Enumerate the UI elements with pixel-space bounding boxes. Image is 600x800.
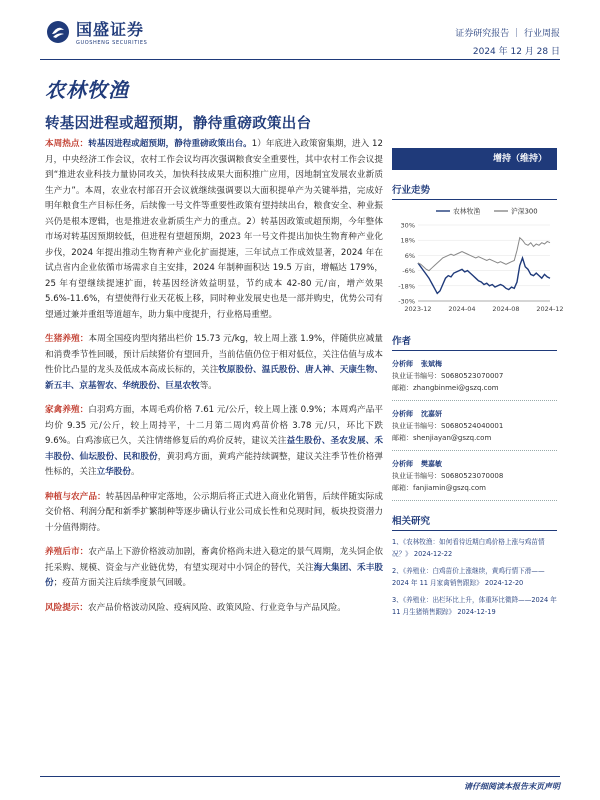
para-text: 农产品上下游价格波动加剧，畜禽价格尚未进入稳定的景气周期，龙头饲企依托采购、规模、资金与产业链优势，有望实现对中小饲企的替代，关注 (45, 547, 383, 573)
para-text: 1）年底进入政策窗集期，进入 12 月，中央经济工作会议，农村工作会议均再次强调粮食安全重要性，其中农村工作会议提到“推进农业科技力量协同攻关，加快科技成果大面积推广应用，因地制宜发展农业新质生产力”。本周，农业农村部召开会议就继续强调要以大面积提单产为关键举措，完成好明年粮食生产目标任务，后续像一号文件等重要性政策有望持续出台，粮食安全、种业振兴仍是根本逻辑，也是推进农业新质生产力的重点。2）转基因政策或超预期，今年整体市场对转基因预期较低，但进程有望超预期，2023 年一号文件提出加快生物育种产业化步伐，2024 年提出推动生物育种产业化扩面提速，三年试点工作成效显著，2024 年在试点省内企业依循市场需求自主安排，2024 年制种面积达 19.5 万亩，增幅达 179%，25 年有望继续提速扩面，转基因经济效益明显，节约成本 42-80 元/亩，增产效果 5.6%-11.6%，有望使得行业天花板上移，同时种业发展史也是一部并购史，优势公司有望通过兼并重组等道超车，助力集中度提升，行业格局重塑。 (45, 139, 383, 320)
cert-label: 执业证书编号： (392, 472, 441, 480)
para-text: 白羽鸡方面，本周毛鸡价格 7.61 元/公斤，较上周上涨 0.9%；本周鸡产品平均价 9.35 元/公斤，较上周持平，十二月第二周肉鸡苗价格 3.78 元/只，环比下跌 9.6%。白鸡渗底已久，关注情绪修复后的鸡价反转，建议关注 (45, 405, 383, 446)
para-lead: 本周热点： (45, 139, 89, 149)
analyst-email[interactable]: zhangbinmei@gszq.com (413, 384, 499, 392)
header-divider (40, 59, 560, 60)
para-poultry (45, 403, 383, 481)
analyst-email-row (392, 432, 557, 444)
logo-mark-icon (46, 20, 70, 44)
analyst-cert-row (392, 420, 557, 432)
analyst-cert-row (392, 370, 557, 382)
y-tick-label: 18% (400, 236, 415, 245)
x-tick-label: 2024-12 (536, 305, 564, 313)
company-logo (46, 20, 166, 50)
para-lead: 养殖后市： (45, 547, 89, 557)
analyst-email[interactable]: fanjiamin@gszq.com (413, 484, 486, 492)
report-body (45, 137, 383, 625)
page-footer (0, 776, 600, 796)
para-pig (45, 332, 383, 394)
analyst-title: 作者 (392, 333, 557, 351)
para-end: 等。 (199, 380, 217, 391)
y-tick-label: 30% (400, 221, 415, 230)
para-end: ，黄羽鸡方面，黄鸡产能持续调整，建议关注季节性价格弹性标的，关注 (45, 451, 383, 477)
analyst-name-row (392, 408, 557, 420)
analyst-cert: S0680524040001 (441, 422, 504, 430)
industry-name: 农林牧渔 (45, 78, 129, 102)
related-list (392, 536, 557, 618)
email-label: 邮箱： (392, 434, 413, 442)
legend-label: 农林牧渔 (453, 207, 481, 216)
para-highlight: 转基因进程或超预期，静待重磅政策出台。 (88, 139, 252, 149)
analyst-name-row (392, 458, 557, 470)
footer-divider (40, 776, 560, 777)
trend-chart-svg (392, 203, 564, 321)
para-end-2: 。 (130, 467, 140, 477)
trend-chart (392, 203, 564, 321)
footer-disclaimer: 请仔细阅读本报告末页声明 (464, 782, 560, 791)
x-tick-label: 2024-08 (492, 305, 520, 313)
series-line (418, 258, 550, 293)
cert-label: 执业证书编号： (392, 372, 441, 380)
para-lead: 生猪养殖： (45, 334, 89, 344)
y-tick-label: -30% (398, 297, 415, 306)
y-tick-label: -6% (402, 267, 415, 276)
para-lead: 种植与农产品： (45, 491, 106, 502)
para-lead: 家禽养殖： (45, 405, 89, 415)
legend-label: 沪深300 (511, 207, 538, 216)
series-line (418, 238, 550, 271)
analyst-cert-row (392, 470, 557, 482)
page-header (0, 0, 600, 62)
para-stocks: 益生股份、圣农发展、禾丰股份、仙坛股份、民和股份 (45, 436, 383, 462)
x-tick-label: 2024-04 (448, 305, 476, 313)
analyst-card (392, 358, 557, 401)
analyst-role: 分析师 (392, 460, 413, 468)
related-item[interactable]: 1、《农林牧渔：如何看待近期白鸡价格上涨与鸡苗情况？》 2024-12-22 (392, 538, 545, 558)
sidebar (392, 148, 564, 618)
analyst-cert: S0680523070007 (441, 372, 504, 380)
analyst-card (392, 408, 557, 451)
analyst-name: 沈嘉妍 (421, 410, 442, 418)
logo-subtext: GUOSHENG SECURITIES (76, 40, 148, 46)
para-text: 本周全国疫肉型肉猪出栏价 15.73 元/kg，较上周上涨 1.9%，伴随供应减量和消费季节性回暖，预计后续猪价有望回升，当前估值仍位于相对低位，关注估值与成本性价比凸显的龙头及低成本高成长标的，关注 (45, 334, 383, 375)
trend-title: 行业走势 (392, 182, 557, 200)
y-tick-label: 6% (404, 251, 415, 260)
rating-badge: 增持（维持） (392, 148, 557, 170)
para-text: 农产品价格波动风险、疫病风险、政策风险、行业竞争与产品风险。 (87, 602, 346, 613)
analyst-cert: S0680523070008 (441, 472, 504, 480)
analyst-role: 分析师 (392, 410, 413, 418)
para-planting (45, 490, 383, 537)
analyst-card (392, 458, 557, 501)
para-text: 转基因品种审定落地，公示期后将正式进入商业化销售，后续伴随实际成交价格、利润分配和新季扩繁制种等逐步确认行业公司成长性和兑现时间，板块投资潜力十分值得期待。 (45, 491, 383, 533)
analyst-email-row (392, 482, 557, 494)
analyst-name-row (392, 358, 557, 370)
cert-label: 执业证书编号： (392, 422, 441, 430)
report-type: 证券研究报告 ｜ 行业周报 (455, 29, 560, 39)
x-tick-label: 2023-12 (404, 305, 432, 313)
related-title: 相关研究 (392, 513, 557, 531)
analyst-email[interactable]: shenjiayan@gszq.com (413, 434, 492, 442)
para-stocks-2: 立华股份 (96, 467, 131, 477)
y-tick-label: -18% (398, 282, 415, 291)
logo-text: 国盛证券 (76, 20, 145, 39)
email-label: 邮箱： (392, 384, 413, 392)
analyst-role: 分析师 (392, 360, 413, 368)
para-hot-topic (45, 137, 383, 323)
related-item[interactable]: 2、《养殖业：白鸡苗价上涨继续，黄鸡行情下滑——2024 年 11 月家禽销售跟踪》 2024-12-20 (392, 567, 545, 587)
page-title: 转基因进程或超预期，静待重磅政策出台 (45, 116, 312, 132)
report-date: 2024 年 12 月 28 日 (472, 47, 560, 57)
para-end: ；疫苗方面关注后续季度景气回暖。 (53, 578, 192, 588)
para-stocks: 牧原股份、温氏股份、唐人神、天康生物、新五丰、京基智农、华统股份、巨星农牧 (45, 365, 383, 391)
para-stocks: 海大集团、禾丰股份 (45, 562, 383, 588)
para-feed (45, 545, 383, 592)
para-risk (45, 601, 383, 617)
email-label: 邮箱： (392, 484, 413, 492)
analyst-name: 张斌梅 (421, 360, 442, 368)
related-item[interactable]: 3、《养殖业：出栏环比上升，体重环比微降——2024 年 11 月生猪销售跟踪》 2024-12-19 (392, 596, 557, 616)
analyst-name: 樊嘉敏 (421, 460, 442, 468)
para-lead: 风险提示： (45, 602, 88, 613)
analyst-email-row (392, 382, 557, 394)
